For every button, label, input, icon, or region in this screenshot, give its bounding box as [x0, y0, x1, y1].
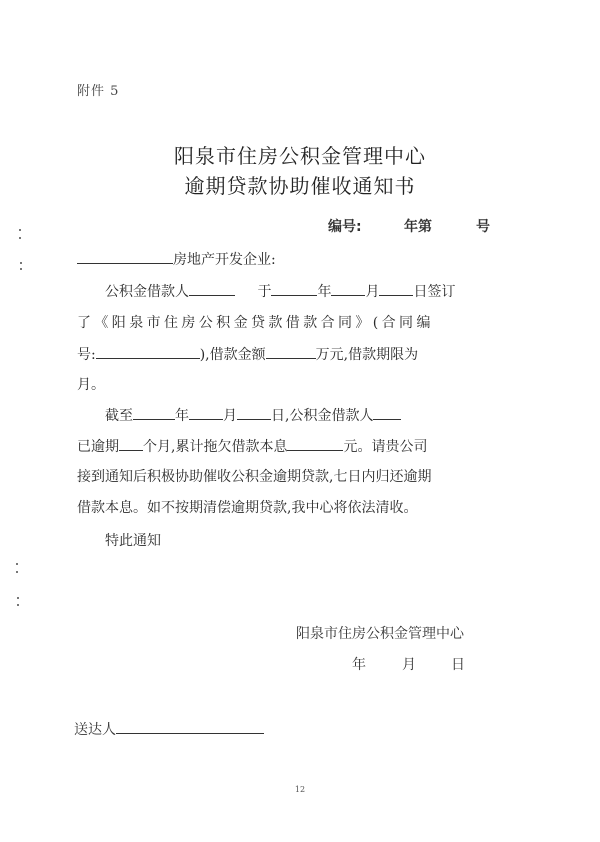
para2-line1	[105, 404, 401, 425]
date-month-label: 月	[402, 657, 416, 673]
as-of-month-label: 月	[223, 408, 237, 424]
doc-number-no-label: 号	[476, 219, 490, 235]
arrears-amount-field[interactable]	[287, 435, 343, 451]
para1-line3	[77, 343, 418, 364]
contract-number-field[interactable]	[96, 343, 200, 359]
para2-line3: 接到通知后积极协助催收公积金逾期贷款,七日内归还逾期	[77, 469, 432, 485]
borrower-label: 公积金借款人	[105, 284, 189, 300]
date-day-label: 日	[451, 657, 465, 673]
loan-amount-label: ),借款金额	[199, 347, 266, 363]
closing-text: 特此通知	[105, 533, 161, 549]
overdue-months-field[interactable]	[119, 435, 143, 451]
para1-line2: 了《阳泉市住房公积金贷款借款合同》(合同编	[77, 315, 434, 331]
para2-line2	[77, 435, 427, 456]
binding-mark	[19, 237, 21, 239]
issuer-signature: 阳泉市住房公积金管理中心	[296, 626, 464, 642]
borrower-name-field-2[interactable]	[373, 404, 401, 420]
as-of-month-field[interactable]	[189, 404, 223, 420]
sign-month-field[interactable]	[331, 280, 365, 296]
para1-line4: 月。	[77, 377, 105, 393]
sign-year-field[interactable]	[271, 280, 317, 296]
para1-line1	[105, 280, 455, 301]
as-of-label: 截至	[105, 408, 133, 424]
date-year-label: 年	[352, 657, 366, 673]
delivery-person-field[interactable]	[116, 718, 264, 734]
binding-mark	[16, 563, 18, 565]
overdue-label: 已逾期	[77, 439, 119, 455]
as-of-year-field[interactable]	[133, 404, 175, 420]
sign-year-label: 年	[317, 284, 332, 300]
doc-number-year-label: 年第	[404, 219, 432, 235]
sign-date-prefix: 于	[257, 284, 272, 300]
delivery-line	[74, 718, 264, 739]
borrower-label-2: 日,公积金借款人	[271, 408, 374, 424]
company-name-field[interactable]	[77, 248, 173, 264]
arrears-label: 个月,累计拖欠借款本息	[143, 439, 288, 455]
salutation-line	[77, 248, 276, 269]
binding-mark	[16, 571, 18, 573]
borrower-name-field[interactable]	[189, 280, 235, 296]
title-line-2: 逾期贷款协助催收通知书	[184, 174, 416, 198]
delivery-label: 送达人	[74, 722, 116, 738]
para2-line4: 借款本息。如不按期清偿逾期贷款,我中心将依法清收。	[77, 500, 418, 516]
sign-month-label: 月	[365, 284, 380, 300]
doc-number-label: 编号:	[328, 219, 362, 235]
sign-day-field[interactable]	[379, 280, 413, 296]
loan-term-label: 万元,借款期限为	[315, 347, 419, 363]
binding-mark	[19, 229, 21, 231]
request-text: 元。请贵公司	[343, 439, 428, 455]
contract-no-label: 号:	[77, 347, 96, 363]
salutation-text: 房地产开发企业:	[173, 252, 276, 268]
page-number: 12	[294, 785, 306, 794]
as-of-year-label: 年	[175, 408, 189, 424]
as-of-day-field[interactable]	[237, 404, 271, 420]
annex-label: 附件 5	[77, 84, 120, 99]
title-line-1: 阳泉市住房公积金管理中心	[174, 144, 426, 168]
sign-day-label: 日签订	[413, 284, 456, 300]
binding-mark	[20, 268, 22, 270]
binding-mark	[17, 604, 19, 606]
binding-mark	[20, 262, 22, 264]
loan-amount-field[interactable]	[266, 343, 316, 359]
binding-mark	[17, 597, 19, 599]
